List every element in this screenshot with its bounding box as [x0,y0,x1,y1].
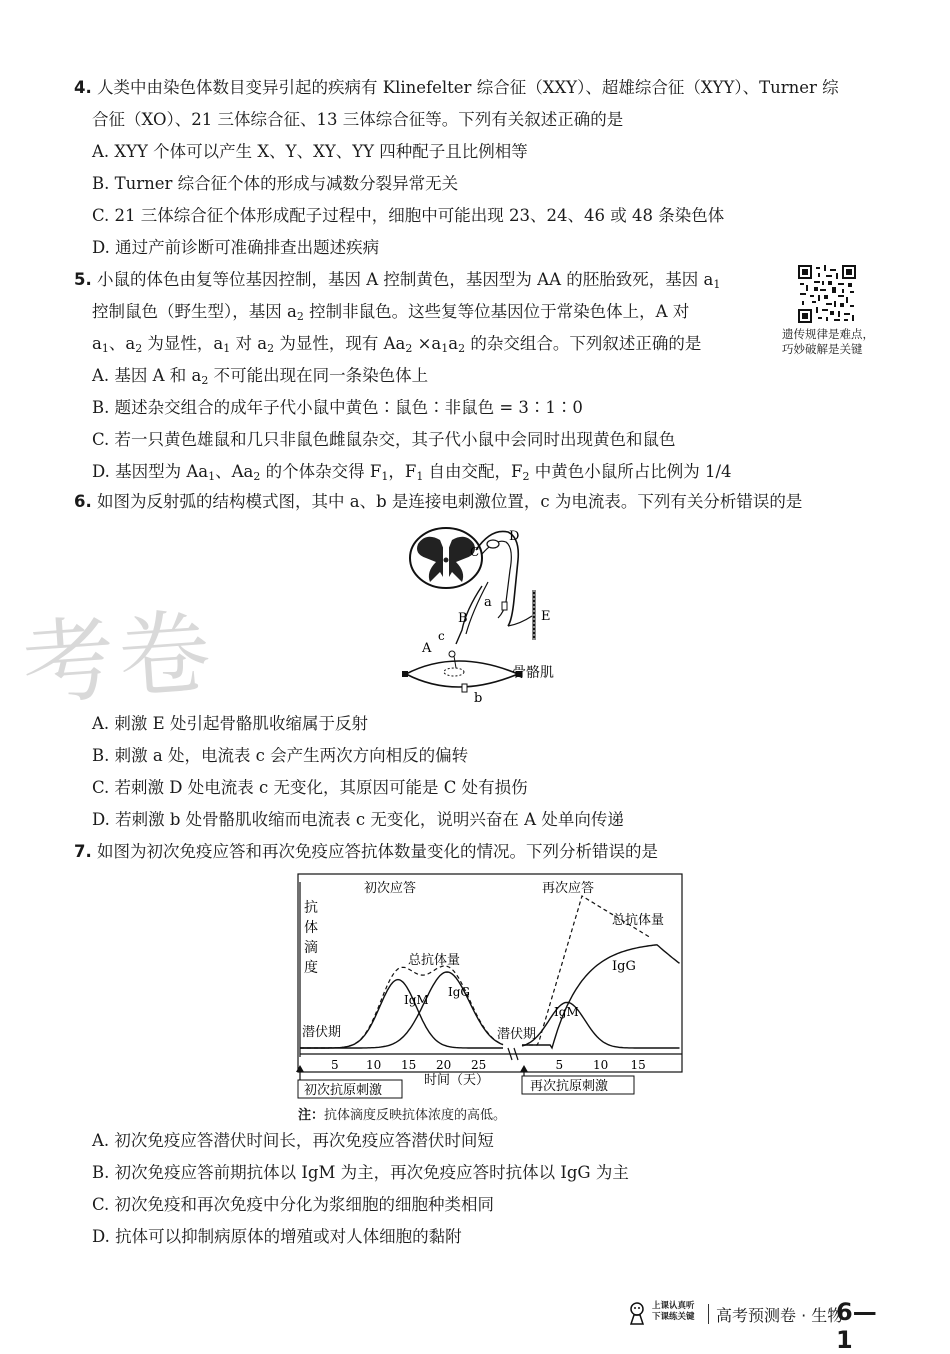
q5-t: 、Aa [215,462,254,481]
page-number: 6—1 [836,1298,877,1354]
footer-brand [652,1301,695,1323]
q6-option-a: A. 刺激 E 处引起骨骼肌收缩属于反射 [92,714,368,733]
label-b: b [474,691,483,706]
x-axis-label: 时间（天） [424,1073,490,1088]
q7-option-d: D. 抗体可以抑制病原体的增殖或对人体细胞的黏附 [92,1227,462,1246]
q5-option-b: B. 题述杂交组合的成年子代小鼠中黄色∶鼠色∶非鼠色 = 3∶1∶0 [92,398,583,417]
q7-option-a: A. 初次免疫应答潜伏时间长，再次免疫应答潜伏时间短 [92,1131,494,1150]
q5-sub: 2 [458,342,466,355]
footer-brand-line2: 下课练关键 [652,1312,695,1322]
antibody-chart [290,872,690,1104]
q5-sub: 1 [223,342,231,355]
q4-option-a: A. XYY 个体可以产生 X、Y、XY、YY 四种配子且比例相等 [92,142,528,161]
footer-brand-line1: 上课认真听 [652,1301,695,1311]
label-C: C [470,545,480,559]
q5-stem-text2a: 控制鼠色（野生型），基因 a [92,302,297,321]
q5-t: a [448,334,459,353]
label-total-secondary: 总抗体量 [612,913,665,928]
label-latent-primary: 潜伏期 [302,1025,342,1040]
q5-stem-line2 [92,301,689,323]
qr-caption-line2: 巧妙破解是关键 [782,342,863,356]
mascot-icon [624,1300,650,1326]
q5-t: 、a [108,334,136,353]
q5-t: D. 基因型为 Aa [92,462,209,481]
q5-stem-line1 [74,269,720,291]
q5-t: 为显性，a [142,334,224,353]
label-c: c [438,629,445,643]
ylabel-char-4: 度 [304,960,318,976]
q5-t: 对 a [230,334,268,353]
q6-stem-text: 如图为反射弧的结构模式图，其中 a、b 是连接电刺激位置，c 为电流表。下列有关分析错误的是 [97,492,803,511]
q5-sub: 2 [522,470,530,483]
q5-stem-text2b: 控制非鼠色。这些复等位基因位于常染色体上，A 对 [303,302,690,321]
q5-t: ，F [388,462,417,481]
q6-option-b: B. 刺激 a 处，电流表 c 会产生两次方向相反的偏转 [92,746,469,765]
x-tick-primary-25: 25 [471,1058,487,1072]
chart-note-label: 注： [298,1108,325,1123]
q4-option-b: B. Turner 综合征个体的形成与减数分裂异常无关 [92,174,459,193]
q5-sub: 1 [416,470,424,483]
chart-title-secondary: 再次应答 [542,881,595,896]
q4-stem-text1: 人类中由染色体数目变异引起的疾病有 Klinefelter 综合征（XXY）、超雄综合征（XYY）、Turner 综 [97,78,839,97]
q5-t: a [92,334,102,353]
q5-stem-line3 [92,333,701,355]
label-E: E [541,609,551,624]
qr-caption-line1: 遗传规律是难点， [782,327,874,341]
chart-title-primary: 初次应答 [364,881,417,896]
footer-title: 高考预测卷 · 生物 [716,1306,844,1325]
x-tick-primary-10: 10 [366,1058,382,1072]
q7-number: 7. [74,842,92,861]
q4-number: 4. [74,78,92,97]
q5-t: A. 基因 A 和 a [92,366,202,385]
footer-divider [708,1304,709,1324]
q5-sub: 1 [441,342,449,355]
x-tick-secondary-10: 10 [593,1058,609,1072]
label-latent-secondary: 潜伏期 [497,1027,537,1042]
stimulus-primary-label: 初次抗原刺激 [304,1083,383,1098]
label-total-primary: 总抗体量 [408,953,461,968]
q5-sub: 1 [713,278,721,291]
q5-sub: 2 [296,310,304,323]
ylabel-char-2: 体 [304,920,318,936]
label-skeletal-muscle: 骨骼肌 [512,665,554,681]
q5-sub: 1 [381,470,389,483]
q6-stem [74,491,802,513]
chart-note-text: 抗体滴度反映抗体浓度的高低。 [324,1108,507,1123]
q6-number: 6. [74,492,92,511]
q6-option-c: C. 若刺激 D 处电流表 c 无变化，其原因可能是 C 处有损伤 [92,778,528,797]
q4-option-d: D. 通过产前诊断可准确排查出题述疾病 [92,238,380,257]
x-tick-secondary-15: 15 [630,1058,646,1072]
label-D: D [509,529,520,544]
q5-t: 自由交配，F [423,462,523,481]
q5-sub: 1 [208,470,216,483]
stimulus-electrode-b [462,684,467,692]
x-tick-secondary-5: 5 [555,1058,564,1072]
q7-option-c: C. 初次免疫和再次免疫中分化为浆细胞的细胞种类相同 [92,1195,495,1214]
ylabel-char-1: 抗 [304,900,318,916]
q5-t: 中黄色小鼠所占比例为 1/4 [529,462,732,481]
q5-stem-text1: 小鼠的体色由复等位基因控制，基因 A 控制黄色，基因型为 AA 的胚胎致死，基因 a [97,270,714,289]
label-igg-secondary: IgG [612,959,636,974]
chart-note [298,1104,506,1123]
x-tick-primary-5: 5 [331,1058,339,1072]
ganglion-shape [487,540,499,548]
label-igm-secondary: IgM [554,1005,579,1019]
label-A: A [422,641,432,656]
label-igg-primary: IgG [448,985,471,999]
watermark: 考卷 [19,598,219,719]
q4-stem-line1 [74,77,839,99]
q4-stem-line2: 合征（XO）、21 三体综合征、13 三体综合征等。下列有关叙述正确的是 [92,110,624,129]
q7-stem [74,841,658,863]
tendon-left [402,671,408,677]
q5-sub: 2 [267,342,275,355]
q5-option-a [92,365,428,387]
qr-code-icon[interactable] [798,265,856,323]
q6-option-d: D. 若刺激 b 处骨骼肌收缩而电流表 c 无变化，说明兴奋在 A 处单向传递 [92,810,624,829]
q5-t: ×a [412,334,442,353]
stimulus-secondary-label: 再次抗原刺激 [530,1079,609,1094]
q5-sub: 2 [135,342,143,355]
skeletal-muscle-shape [406,661,518,687]
label-igm-primary: IgM [404,993,429,1007]
x-tick-primary-15: 15 [401,1058,417,1072]
q5-t: 的个体杂交得 F [260,462,382,481]
label-B: B [458,611,468,626]
q5-number: 5. [74,270,92,289]
q4-option-c: C. 21 三体综合征个体形成配子过程中，细胞中可能出现 23、24、46 或 48 条染色体 [92,206,725,225]
q5-t: 的杂交组合。下列叙述正确的是 [465,334,702,353]
q5-t: 不可能出现在同一条染色体上 [208,366,429,385]
q7-option-b: B. 初次免疫应答前期抗体以 IgM 为主，再次免疫应答时抗体以 IgG 为主 [92,1163,629,1182]
q5-sub: 2 [405,342,413,355]
curve-igg-secondary [522,945,680,1048]
q5-sub: 1 [101,342,109,355]
q5-option-d [92,461,732,483]
galvanometer-c [449,651,455,657]
ylabel-char-3: 滴 [304,940,318,956]
curve-igm-secondary [522,1002,680,1048]
stimulus-electrode-a [502,602,507,610]
q5-sub: 2 [201,374,209,387]
q5-sub: 2 [253,470,261,483]
label-a: a [484,595,492,610]
q5-option-c: C. 若一只黄色雄鼠和几只非鼠色雌鼠杂交，其子代小鼠中会同时出现黄色和鼠色 [92,430,676,449]
q5-t: 为显性，现有 Aa [274,334,406,353]
page-footer [624,1298,889,1354]
x-tick-primary-20: 20 [436,1058,452,1072]
q7-stem-text: 如图为初次免疫应答和再次免疫应答抗体数量变化的情况。下列分析错误的是 [97,842,658,861]
reflex-arc-diagram [396,520,576,710]
